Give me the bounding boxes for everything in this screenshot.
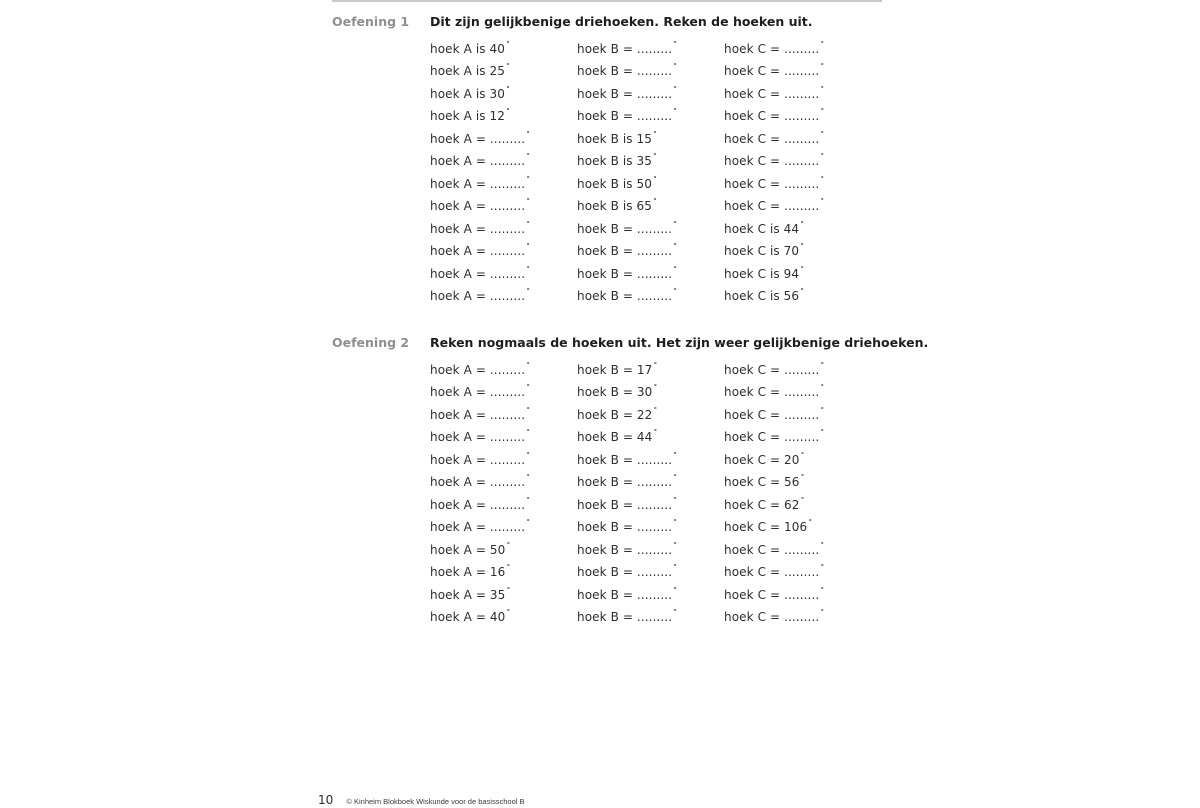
- degree-symbol: ˚: [526, 265, 531, 275]
- degree-symbol: ˚: [506, 541, 511, 551]
- degree-symbol: ˚: [673, 108, 678, 118]
- angle-cell-b: hoek B = 17˚: [577, 362, 658, 377]
- degree-symbol: ˚: [820, 429, 825, 439]
- exercise-label: Oefening 1: [332, 14, 410, 29]
- degree-symbol: ˚: [526, 451, 531, 461]
- degree-symbol: ˚: [673, 564, 678, 574]
- degree-symbol: ˚: [820, 41, 825, 50]
- angle-cell-c: hoek C = 56˚: [724, 474, 805, 490]
- angle-cell-a: hoek A = .........˚: [430, 496, 531, 512]
- angle-cell-a: hoek A is 12˚: [430, 108, 511, 124]
- degree-symbol: ˚: [506, 85, 511, 95]
- angle-cell-b: hoek B is 65˚: [577, 198, 658, 214]
- degree-symbol: ˚: [800, 451, 805, 461]
- angle-cell-a: hoek A = .........˚: [430, 406, 531, 422]
- degree-symbol: ˚: [673, 474, 678, 484]
- angle-cell-b: hoek B = .........˚: [577, 519, 678, 535]
- exercise-label: Oefening 2: [332, 335, 410, 350]
- degree-symbol: ˚: [673, 608, 678, 618]
- degree-symbol: ˚: [820, 130, 825, 140]
- degree-symbol: ˚: [506, 41, 511, 50]
- angle-cell-b: hoek B = 22˚: [577, 406, 658, 422]
- degree-symbol: ˚: [526, 153, 531, 163]
- degree-symbol: ˚: [820, 608, 825, 618]
- angle-cell-c: hoek C is 94˚: [724, 265, 805, 281]
- degree-symbol: ˚: [800, 243, 805, 253]
- degree-symbol: ˚: [673, 265, 678, 275]
- page-footer: [318, 789, 525, 808]
- angle-cell-b: hoek B = .........˚: [577, 220, 678, 236]
- degree-symbol: ˚: [673, 243, 678, 253]
- angle-cell-b: hoek B = .........˚: [577, 608, 678, 624]
- angle-cell-b: hoek B is 15˚: [577, 130, 658, 146]
- degree-symbol: ˚: [526, 130, 531, 140]
- angle-cell-a: hoek A = .........˚: [430, 451, 531, 467]
- angle-cell-c: hoek C = .........˚: [724, 130, 825, 146]
- angle-cell-b: hoek B = .........˚: [577, 496, 678, 512]
- angle-cell-a: hoek A = .........˚: [430, 362, 531, 377]
- degree-symbol: ˚: [673, 519, 678, 529]
- angle-cell-b: hoek B = .........˚: [577, 541, 678, 557]
- angle-cell-a: hoek A = .........˚: [430, 429, 531, 445]
- degree-symbol: ˚: [820, 541, 825, 551]
- degree-symbol: ˚: [673, 496, 678, 506]
- angle-cell-c: hoek C = .........˚: [724, 108, 825, 124]
- degree-symbol: ˚: [820, 108, 825, 118]
- angle-cell-a: hoek A is 40˚: [430, 41, 511, 56]
- degree-symbol: ˚: [820, 153, 825, 163]
- degree-symbol: ˚: [673, 287, 678, 297]
- degree-symbol: ˚: [653, 130, 658, 140]
- angle-cell-c: hoek C = .........˚: [724, 586, 825, 602]
- angle-cell-b: hoek B = .........˚: [577, 564, 678, 580]
- angle-cell-b: hoek B = .........˚: [577, 586, 678, 602]
- degree-symbol: ˚: [526, 519, 531, 529]
- degree-symbol: ˚: [673, 220, 678, 230]
- angle-cell-c: hoek C = .........˚: [724, 175, 825, 191]
- degree-symbol: ˚: [653, 406, 658, 416]
- angle-cell-c: hoek C = .........˚: [724, 41, 825, 56]
- angle-cell-b: hoek B = .........˚: [577, 287, 678, 303]
- angle-cell-c: hoek C is 44˚: [724, 220, 805, 236]
- degree-symbol: ˚: [673, 85, 678, 95]
- degree-symbol: ˚: [653, 384, 658, 394]
- degree-symbol: ˚: [820, 564, 825, 574]
- angle-cell-c: hoek C = .........˚: [724, 198, 825, 214]
- degree-symbol: ˚: [526, 406, 531, 416]
- degree-symbol: ˚: [820, 63, 825, 73]
- degree-symbol: ˚: [506, 564, 511, 574]
- exercise-instruction: Reken nogmaals de hoeken uit. Het zijn weer gelijkbenige driehoeken.: [430, 335, 929, 350]
- angle-cell-a: hoek A = .........˚: [430, 384, 531, 400]
- degree-symbol: ˚: [673, 451, 678, 461]
- angle-cell-b: hoek B is 50˚: [577, 175, 658, 191]
- angle-cell-b: hoek B is 35˚: [577, 153, 658, 169]
- degree-symbol: ˚: [800, 287, 805, 297]
- angle-cell-c: hoek C = .........˚: [724, 85, 825, 101]
- angle-cell-a: hoek A = .........˚: [430, 243, 531, 259]
- degree-symbol: ˚: [800, 496, 805, 506]
- degree-symbol: ˚: [673, 63, 678, 73]
- degree-symbol: ˚: [820, 198, 825, 208]
- degree-symbol: ˚: [526, 429, 531, 439]
- angle-cell-c: hoek C = .........˚: [724, 541, 825, 557]
- angle-cell-c: hoek C = .........˚: [724, 608, 825, 624]
- angle-cell-b: hoek B = .........˚: [577, 451, 678, 467]
- angle-cell-c: hoek C = .........˚: [724, 406, 825, 422]
- degree-symbol: ˚: [526, 220, 531, 230]
- degree-symbol: ˚: [506, 586, 511, 596]
- exercise-instruction: Dit zijn gelijkbenige driehoeken. Reken de hoeken uit.: [430, 14, 813, 29]
- degree-symbol: ˚: [653, 175, 658, 185]
- angle-cell-a: hoek A = 50˚: [430, 541, 511, 557]
- degree-symbol: ˚: [653, 198, 658, 208]
- degree-symbol: ˚: [820, 85, 825, 95]
- angle-cell-a: hoek A = .........˚: [430, 265, 531, 281]
- degree-symbol: ˚: [820, 406, 825, 416]
- degree-symbol: ˚: [506, 63, 511, 73]
- degree-symbol: ˚: [526, 496, 531, 506]
- angle-cell-c: hoek C = 20˚: [724, 451, 805, 467]
- degree-symbol: ˚: [808, 519, 813, 529]
- angle-cell-a: hoek A = .........˚: [430, 220, 531, 236]
- degree-symbol: ˚: [653, 153, 658, 163]
- degree-symbol: ˚: [800, 220, 805, 230]
- degree-symbol: ˚: [653, 362, 658, 371]
- angle-cell-c: hoek C = .........˚: [724, 384, 825, 400]
- top-divider: [332, 0, 882, 2]
- angle-cell-c: hoek C is 70˚: [724, 243, 805, 259]
- degree-symbol: ˚: [526, 243, 531, 253]
- angle-cell-a: hoek A = .........˚: [430, 519, 531, 535]
- degree-symbol: ˚: [526, 362, 531, 371]
- degree-symbol: ˚: [526, 384, 531, 394]
- page-number: 10: [318, 793, 334, 807]
- angle-cell-b: hoek B = .........˚: [577, 85, 678, 101]
- angle-cell-c: hoek C = 106˚: [724, 519, 813, 535]
- degree-symbol: ˚: [526, 198, 531, 208]
- angle-cell-b: hoek B = .........˚: [577, 108, 678, 124]
- degree-symbol: ˚: [800, 265, 805, 275]
- angle-cell-a: hoek A is 30˚: [430, 85, 511, 101]
- degree-symbol: ˚: [526, 287, 531, 297]
- angle-cell-a: hoek A = 16˚: [430, 564, 511, 580]
- angle-cell-b: hoek B = .........˚: [577, 243, 678, 259]
- copyright-notice: © Kinheim Blokboek Wiskunde voor de basisschool B: [346, 797, 525, 806]
- degree-symbol: ˚: [800, 474, 805, 484]
- degree-symbol: ˚: [673, 586, 678, 596]
- angle-cell-c: hoek C = .........˚: [724, 153, 825, 169]
- degree-symbol: ˚: [506, 608, 511, 618]
- angle-cell-a: hoek A = 35˚: [430, 586, 511, 602]
- degree-symbol: ˚: [526, 474, 531, 484]
- degree-symbol: ˚: [820, 384, 825, 394]
- angle-cell-c: hoek C = .........˚: [724, 429, 825, 445]
- angle-cell-c: hoek C = .........˚: [724, 564, 825, 580]
- angle-cell-a: hoek A = .........˚: [430, 153, 531, 169]
- angle-cell-a: hoek A is 25˚: [430, 63, 511, 79]
- angle-cell-b: hoek B = .........˚: [577, 474, 678, 490]
- angle-cell-a: hoek A = .........˚: [430, 130, 531, 146]
- degree-symbol: ˚: [820, 586, 825, 596]
- angle-cell-a: hoek A = .........˚: [430, 198, 531, 214]
- angle-cell-b: hoek B = 44˚: [577, 429, 658, 445]
- angle-cell-b: hoek B = .........˚: [577, 265, 678, 281]
- angle-cell-b: hoek B = .........˚: [577, 63, 678, 79]
- angle-cell-c: hoek C = .........˚: [724, 362, 825, 377]
- degree-symbol: ˚: [820, 175, 825, 185]
- angle-cell-b: hoek B = .........˚: [577, 41, 678, 56]
- degree-symbol: ˚: [506, 108, 511, 118]
- angle-cell-c: hoek C = .........˚: [724, 63, 825, 79]
- degree-symbol: ˚: [673, 541, 678, 551]
- degree-symbol: ˚: [653, 429, 658, 439]
- angle-cell-a: hoek A = .........˚: [430, 287, 531, 303]
- angle-cell-a: hoek A = .........˚: [430, 175, 531, 191]
- degree-symbol: ˚: [820, 362, 825, 371]
- angle-cell-c: hoek C = 62˚: [724, 496, 805, 512]
- angle-cell-a: hoek A = 40˚: [430, 608, 511, 624]
- degree-symbol: ˚: [526, 175, 531, 185]
- angle-cell-c: hoek C is 56˚: [724, 287, 805, 303]
- angle-cell-b: hoek B = 30˚: [577, 384, 658, 400]
- degree-symbol: ˚: [673, 41, 678, 50]
- angle-cell-a: hoek A = .........˚: [430, 474, 531, 490]
